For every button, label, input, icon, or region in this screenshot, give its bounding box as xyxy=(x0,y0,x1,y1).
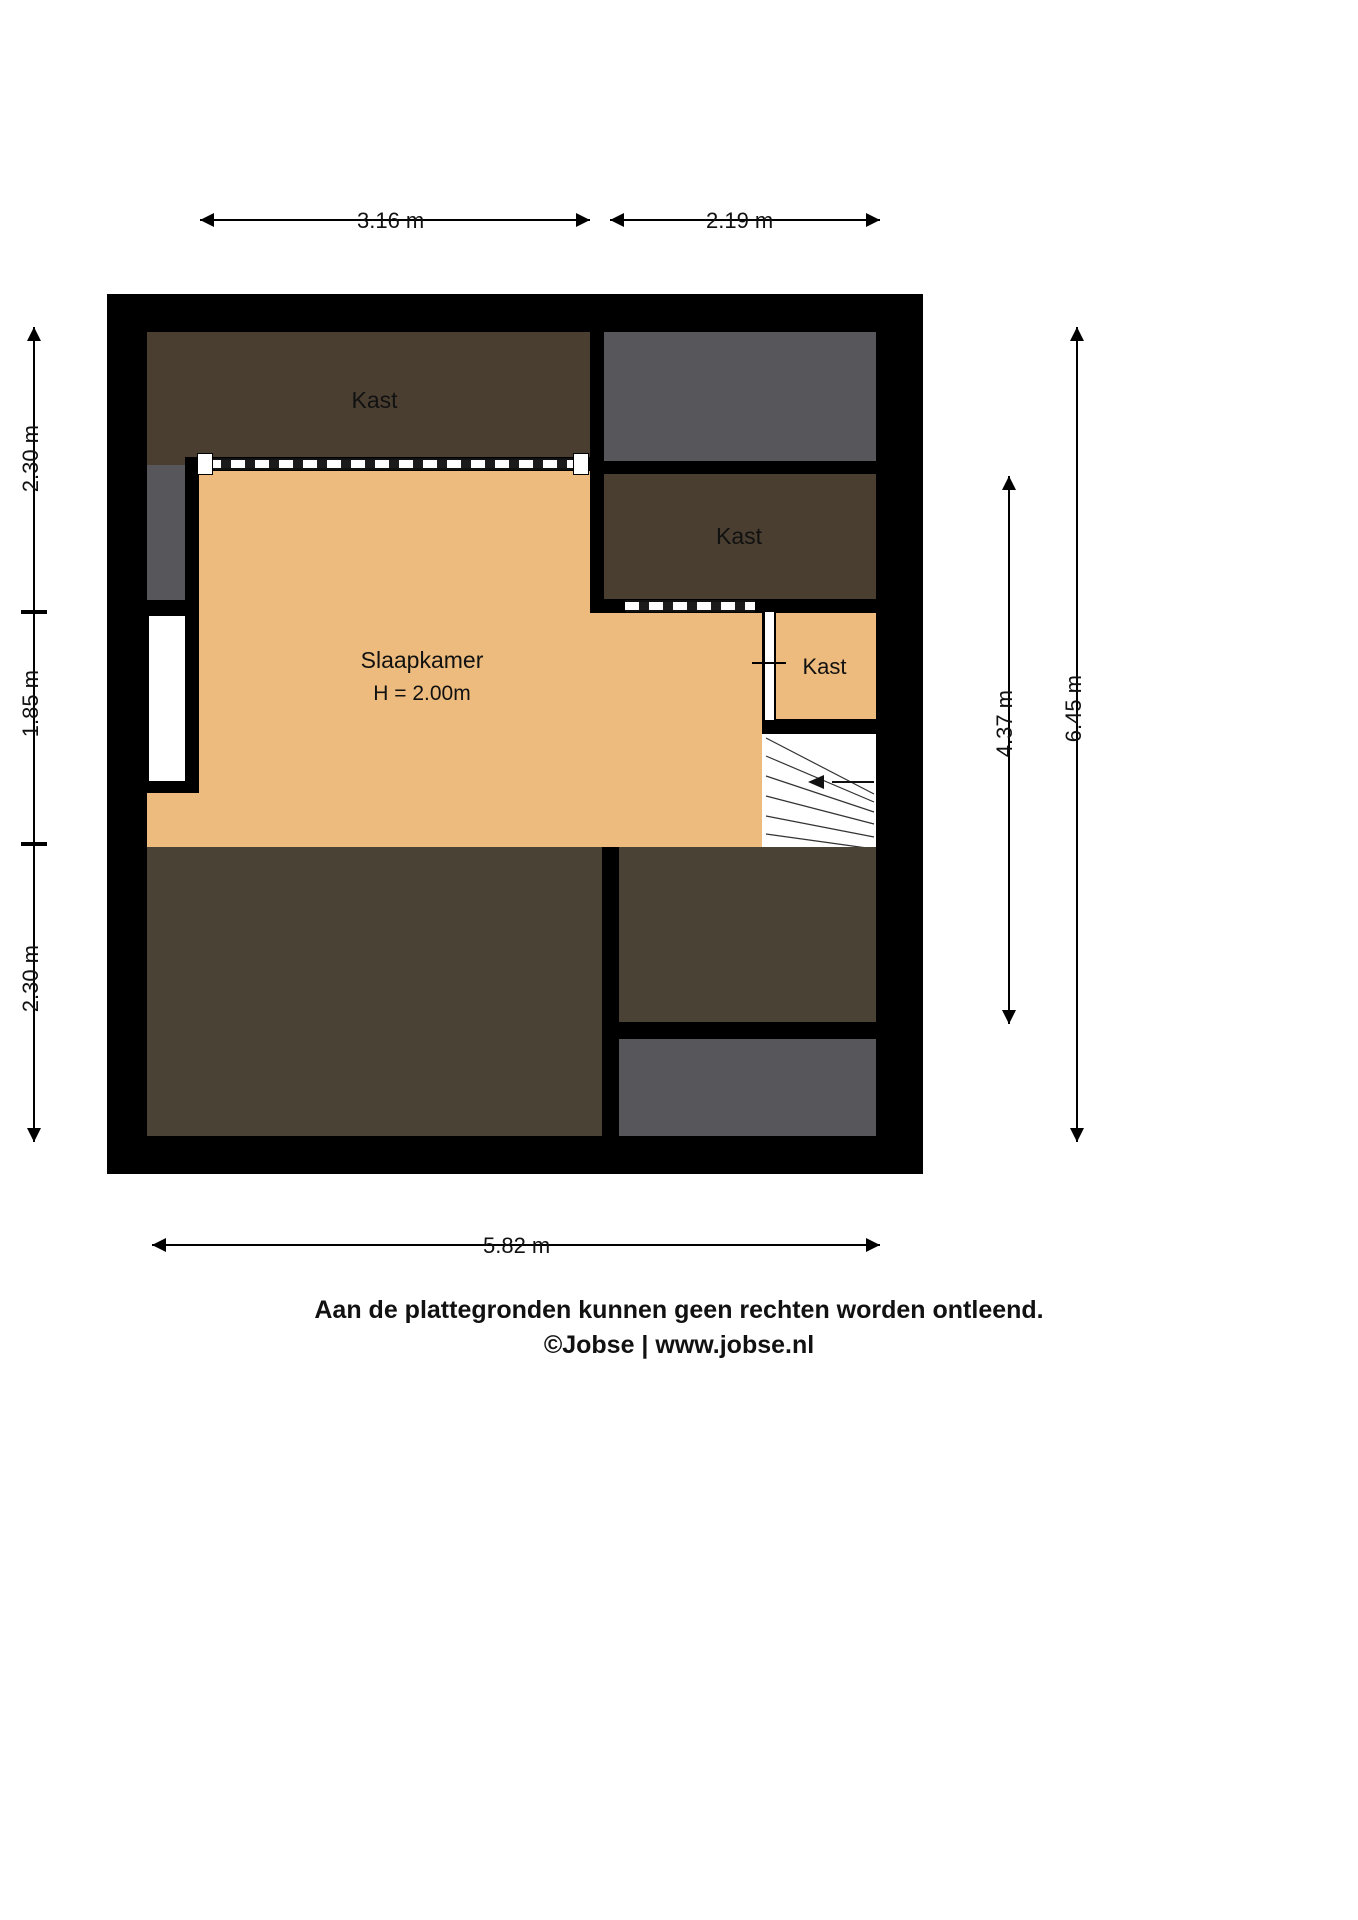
door-jamb-left xyxy=(197,453,213,475)
caption-credit: ©Jobse | www.jobse.nl xyxy=(543,1331,815,1359)
wall-horizontal-window-bottom xyxy=(147,781,199,793)
door-kast-small-handle xyxy=(752,662,786,664)
room-storage-lower-middle xyxy=(619,847,876,1022)
wall-horizontal-top-storage xyxy=(602,461,876,474)
room-slaapkamer-right-ext xyxy=(602,609,767,847)
wall-vertical-lower-middle xyxy=(602,847,619,1136)
caption xyxy=(0,1296,1358,1360)
dimension-label-left-bottom: 2.30 m xyxy=(18,945,43,1013)
floor-plan xyxy=(107,294,923,1174)
dimension-label-right-inner: 4.37 m xyxy=(992,690,1017,758)
stairs-area xyxy=(762,734,876,856)
dimension-label-top-left: 3.16 m xyxy=(357,208,425,233)
dimension-label-right-outer: 6.45 m xyxy=(1061,675,1086,743)
room-label-kast-right: Kast xyxy=(715,523,763,549)
door-kast-right xyxy=(625,600,755,612)
wall-vertical-left-strip xyxy=(185,457,199,787)
dimension-label-left-top: 2.30 m xyxy=(18,425,43,493)
room-storage-top-right xyxy=(602,332,876,461)
dimension-label-top-right: 2.19 m xyxy=(706,208,774,233)
wall-vertical-bedroom-right xyxy=(590,332,604,613)
room-storage-lower-right xyxy=(619,1039,876,1136)
room-label-kast-top: Kast xyxy=(351,387,398,413)
door-kast-small xyxy=(763,612,776,720)
caption-disclaimer: Aan de plattegronden kunnen geen rechten worden ontleend. xyxy=(314,1296,1044,1324)
wall-horizontal-lower-right xyxy=(602,1022,876,1039)
door-jamb-right xyxy=(573,453,589,475)
door-bedroom-top xyxy=(207,458,577,470)
room-height-slaapkamer: H = 2.00m xyxy=(373,682,471,705)
room-label-kast-small: Kast xyxy=(802,654,847,679)
dimension-label-left-middle: 1.85 m xyxy=(18,670,43,738)
room-label-slaapkamer: Slaapkamer xyxy=(360,647,484,673)
dimension-label-bottom-total: 5.82 m xyxy=(483,1233,551,1258)
stairs-icon xyxy=(762,734,876,856)
room-storage-lower-left xyxy=(147,847,602,1136)
